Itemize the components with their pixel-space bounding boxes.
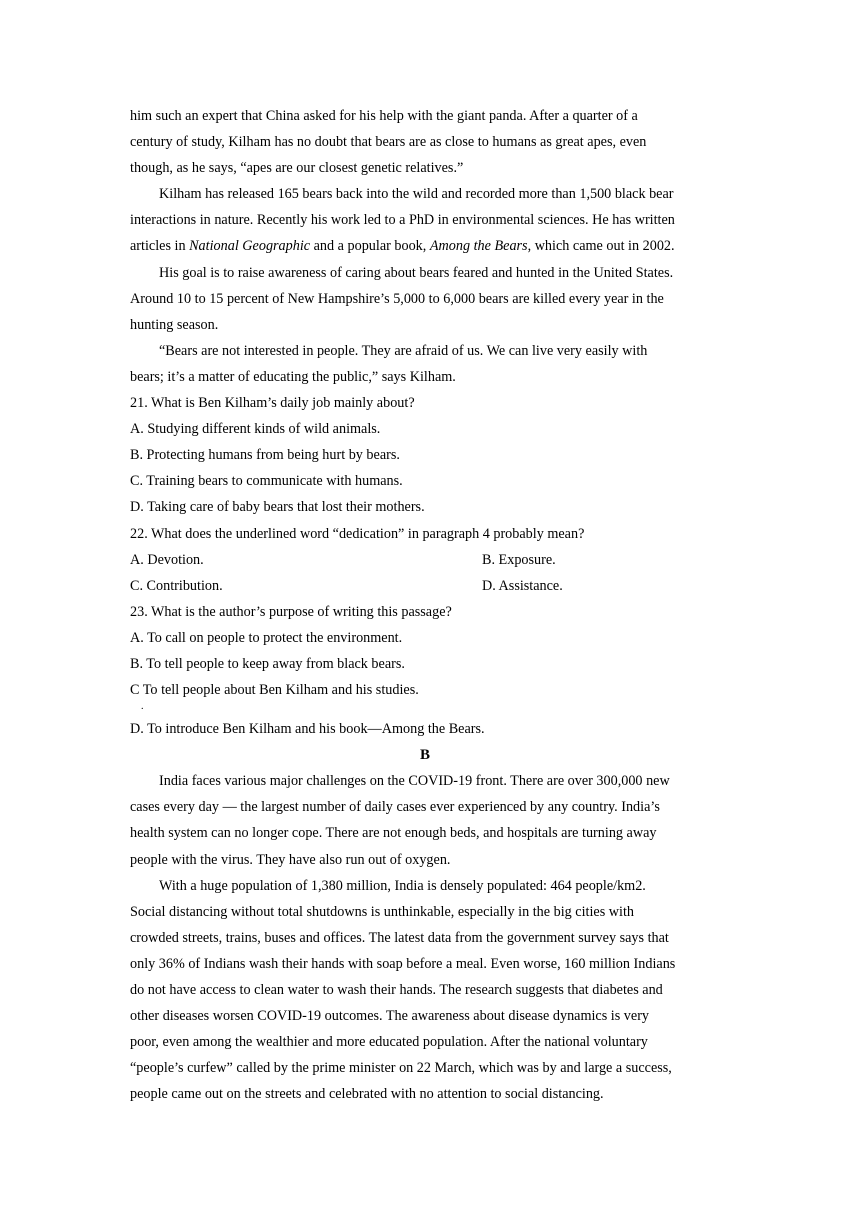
option-a: A. To call on people to protect the environment. bbox=[130, 629, 403, 646]
option-b: B. To tell people to keep away from black bears. bbox=[130, 655, 405, 672]
option-b: B. Exposure. bbox=[482, 551, 556, 568]
option-b: B. Protecting humans from being hurt by bears. bbox=[130, 447, 400, 464]
text-line: Around 10 to 15 percent of New Hampshire’s 5,000 to 6,000 bears are killed every year in the bbox=[130, 290, 664, 307]
text-line: “Bears are not interested in people. They are afraid of us. We can live very easily with bbox=[159, 342, 648, 359]
text-line: interactions in nature. Recently his work led to a PhD in environmental sciences. He has written bbox=[130, 212, 675, 229]
option-a: A. Studying different kinds of wild animals. bbox=[130, 421, 381, 438]
text-line: Social distancing without total shutdowns is unthinkable, especially in the big cities with bbox=[130, 903, 634, 920]
option-a: A. Devotion. bbox=[130, 551, 204, 568]
option-row bbox=[130, 547, 720, 573]
passage-a-paragraph-1 bbox=[130, 103, 720, 181]
text-line: cases every day — the largest number of daily cases ever experienced by any country. India’s bbox=[130, 799, 660, 816]
option-c: C. Training bears to communicate with humans. bbox=[130, 473, 403, 490]
stray-dot: . bbox=[141, 701, 144, 713]
question-22 bbox=[130, 521, 720, 599]
passage-a-paragraph-2 bbox=[130, 181, 720, 259]
option-d: D. To introduce Ben Kilham and his book—Among the Bears. bbox=[130, 721, 485, 738]
passage-a-paragraph-4 bbox=[130, 338, 720, 390]
text-line: only 36% of Indians wash their hands with soap before a meal. Even worse, 160 million Indians bbox=[130, 955, 676, 972]
question-stem: 22. What does the underlined word “dedication” in paragraph 4 probably mean? bbox=[130, 525, 585, 542]
question-stem: 23. What is the author’s purpose of writing this passage? bbox=[130, 603, 452, 620]
text-line: century of study, Kilham has no doubt that bears are as close to humans as great apes, even bbox=[130, 134, 647, 151]
text-line: people came out on the streets and celebrated with no attention to social distancing. bbox=[130, 1086, 604, 1103]
passage-b-paragraph-2 bbox=[130, 873, 720, 1108]
text-line: bears; it’s a matter of educating the public,” says Kilham. bbox=[130, 368, 456, 385]
text-line: do not have access to clean water to wash their hands. The research suggests that diabetes and bbox=[130, 982, 663, 998]
text-line: His goal is to raise awareness of caring about bears feared and hunted in the United States. bbox=[159, 264, 674, 281]
text-line: “people’s curfew” called by the prime minister on 22 March, which was by and large a success, bbox=[130, 1060, 672, 1077]
text-line: India faces various major challenges on the COVID-19 front. There are over 300,000 new bbox=[159, 773, 670, 790]
option-d: D. Assistance. bbox=[482, 577, 563, 594]
text-line: Kilham has released 165 bears back into the wild and recorded more than 1,500 black bear bbox=[159, 186, 674, 203]
text-run: and a popular book, bbox=[310, 238, 430, 255]
text-run: , which came out in 2002. bbox=[527, 238, 675, 255]
text-line bbox=[130, 233, 720, 259]
text-line: hunting season. bbox=[130, 316, 219, 333]
option-c-row bbox=[130, 677, 720, 716]
text-line: poor, even among the wealthier and more educated population. After the national voluntary bbox=[130, 1034, 648, 1051]
magazine-title: National Geographic bbox=[189, 238, 311, 255]
book-title: Among the Bears bbox=[429, 238, 528, 255]
text-line: crowded streets, trains, buses and offices. The latest data from the government survey says that bbox=[130, 929, 669, 946]
passage-b-paragraph-1 bbox=[130, 768, 720, 872]
question-21 bbox=[130, 390, 720, 520]
text-line: health system can no longer cope. There are not enough beds, and hospitals are turning away bbox=[130, 825, 657, 842]
option-d: D. Taking care of baby bears that lost their mothers. bbox=[130, 499, 425, 516]
question-23 bbox=[130, 599, 720, 742]
section-heading-b: B bbox=[419, 747, 430, 764]
option-c: C. Contribution. bbox=[130, 577, 223, 594]
text-line: With a huge population of 1,380 million, India is densely populated: 464 people/km2. bbox=[159, 877, 646, 894]
document-page bbox=[130, 103, 720, 1107]
passage-a-paragraph-3 bbox=[130, 260, 720, 338]
text-line: though, as he says, “apes are our closest genetic relatives.” bbox=[130, 160, 464, 177]
text-line: other diseases worsen COVID-19 outcomes. The awareness about disease dynamics is very bbox=[130, 1008, 650, 1025]
option-c: C To tell people about Ben Kilham and his studies. bbox=[130, 682, 419, 699]
question-stem: 21. What is Ben Kilham’s daily job mainly about? bbox=[130, 395, 415, 412]
text-line: people with the virus. They have also run out of oxygen. bbox=[130, 851, 451, 868]
option-row bbox=[130, 573, 720, 599]
text-run: articles in bbox=[130, 238, 190, 255]
text-line: him such an expert that China asked for his help with the giant panda. After a quarter of a bbox=[130, 108, 638, 124]
